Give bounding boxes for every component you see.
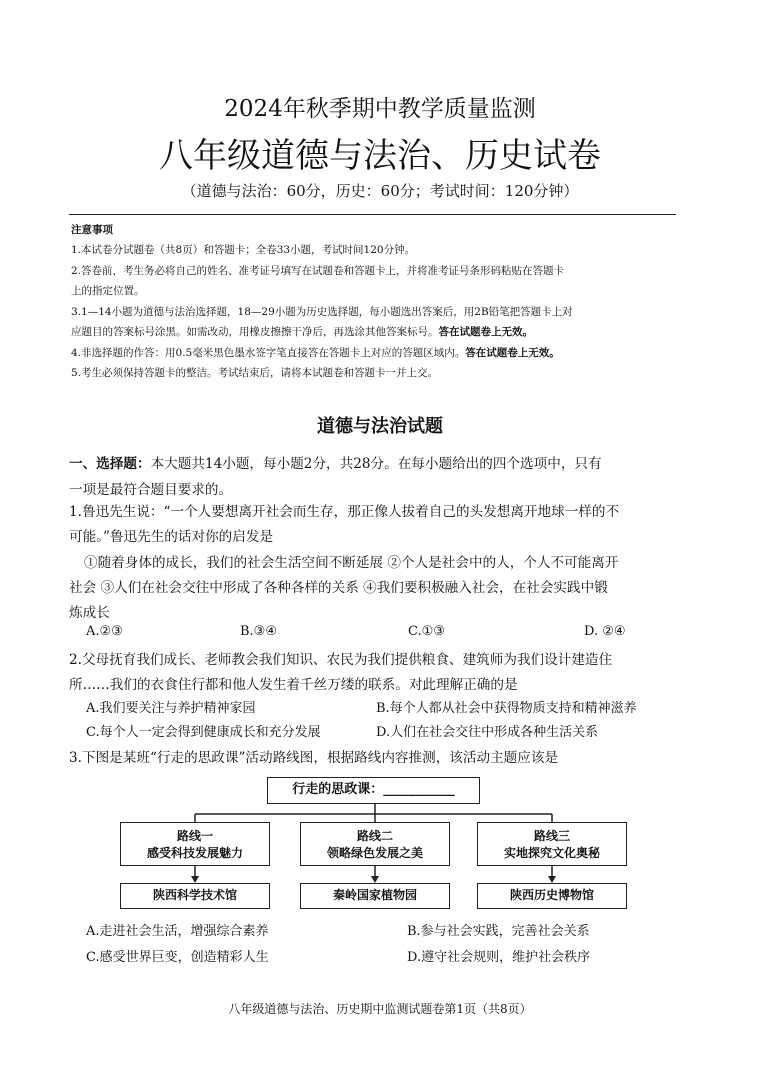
route-1-desc: 感受科技发展魅力 xyxy=(146,846,243,860)
q1-statements: 炼成长 xyxy=(69,605,110,621)
exam-title-line2: 八年级道德与法治、历史试卷 xyxy=(159,136,601,176)
notice-heading: 注意事项 xyxy=(71,224,113,236)
route-3-box xyxy=(477,822,627,866)
q1-option-b: B.③④ xyxy=(240,624,277,639)
q1-stem: 1.鲁迅先生说：“一个人要想离开社会而生存，那正像人拔着自己的头发想离开地球一样的不 xyxy=(69,504,620,520)
notice-emphasis: 答在试题卷上无效。 xyxy=(465,347,560,359)
route-2-box xyxy=(300,822,450,866)
route-3-desc: 实地探究文化奥秘 xyxy=(503,846,600,860)
section-intro-label: 一、选择题： xyxy=(69,456,151,472)
exam-title-line1: 2024年秋季期中教学质量监测 xyxy=(224,96,536,122)
notice-line: 5.考生必须保持答题卡的整洁。考试结束后，请将本试题卷和答题卡一并上交。 xyxy=(71,367,439,379)
q1-option-d: D. ②④ xyxy=(584,624,626,639)
section-intro-text: 本大题共14小题，每小题2分，共28分。在每小题给出的四个选项中，只有 xyxy=(150,456,602,472)
q3-option-a: A.走进社会生活，增强综合素养 xyxy=(86,924,269,939)
notice-line: 上的指定位置。 xyxy=(71,285,145,297)
route-3-place: 陕西历史博物馆 xyxy=(477,883,627,909)
notice-line: 2.答卷前，考生务必将自己的姓名、准考证号填写在试题卷和答题卡上，并将准考证号条形码粘贴在答题卡 xyxy=(71,265,565,277)
q2-stem: 2.父母抚育我们成长、老师教会我们知识、农民为我们提供粮食、建筑师为我们设计建造住 xyxy=(69,652,613,668)
route-2-name: 路线二 xyxy=(356,829,393,843)
route-2-place: 秦岭国家植物园 xyxy=(300,883,450,909)
exam-subtitle: （道德与法治：60分，历史：60分；考试时间：120分钟） xyxy=(181,182,579,200)
route-2-desc: 领略绿色发展之美 xyxy=(326,846,423,860)
q3-option-c: C.感受世界巨变，创造精彩人生 xyxy=(86,950,269,965)
page-footer: 八年级道德与法治、历史期中监测试题卷第1页（共8页） xyxy=(228,1002,532,1016)
section-title: 道德与法治试题 xyxy=(317,416,443,437)
route-1-name: 路线一 xyxy=(176,829,213,843)
q1-statements: ①随着身体的成长，我们的社会生活空间不断延展 ②个人是社会中的人，个人不可能离开 xyxy=(84,555,619,571)
notice-line: 1.本试卷分试题卷（共8页）和答题卡；全卷33小题，考试时间120分钟。 xyxy=(71,244,416,256)
q2-option-a: A.我们要关注与养护精神家园 xyxy=(86,701,256,716)
q1-stem: 可能。”鲁迅先生的话对你的启发是 xyxy=(69,529,274,545)
q3-option-d: D.遵守社会规则，维护社会秩序 xyxy=(407,950,591,965)
q1-statements: 社会 ③人们在社会交往中形成了各种各样的关系 ④我们要积极融入社会，在社会实践中锻 xyxy=(69,580,608,596)
q2-stem: 所……我们的衣食住行都和他人发生着千丝万缕的联系。对此理解正确的是 xyxy=(69,677,518,693)
q2-option-b: B.每个人都从社会中获得物质支持和精神滋养 xyxy=(376,701,637,716)
q3-stem: 3.下图是某班“行走的思政课”活动路线图，根据路线内容推测，该活动主题应该是 xyxy=(69,750,559,766)
q1-option-c: C.①③ xyxy=(408,624,445,639)
notice-text: 应题目的答案标号涂黑。如需改动，用橡皮擦擦干净后，再选涂其他答案标号。 xyxy=(71,326,439,338)
flowchart-title: 行走的思政课：___________ xyxy=(267,777,480,804)
notice-emphasis: 答在试题卷上无效。 xyxy=(438,326,533,338)
notice-text: 4.非选择题的作答：用0.5毫米黑色墨水签字笔直接答在答题卡上对应的答题区域内。 xyxy=(71,347,466,359)
q3-option-b: B.参与社会实践，完善社会关系 xyxy=(407,924,590,939)
q2-option-d: D.人们在社会交往中形成各种生活关系 xyxy=(376,725,599,740)
q2-option-c: C.每个人一定会得到健康成长和充分发展 xyxy=(86,725,321,740)
section-intro-line2: 一项是最符合题目要求的。 xyxy=(69,482,233,498)
notice-line: 3.1—14小题为道德与法治选择题，18—29小题为历史选择题，每小题选出答案后，用2B铅笔把答题卡上对 xyxy=(71,306,573,318)
route-1-place: 陕西科学技术馆 xyxy=(120,883,270,909)
route-1-box xyxy=(120,822,270,866)
q1-option-a: A.②③ xyxy=(86,624,123,639)
route-3-name: 路线三 xyxy=(533,829,570,843)
